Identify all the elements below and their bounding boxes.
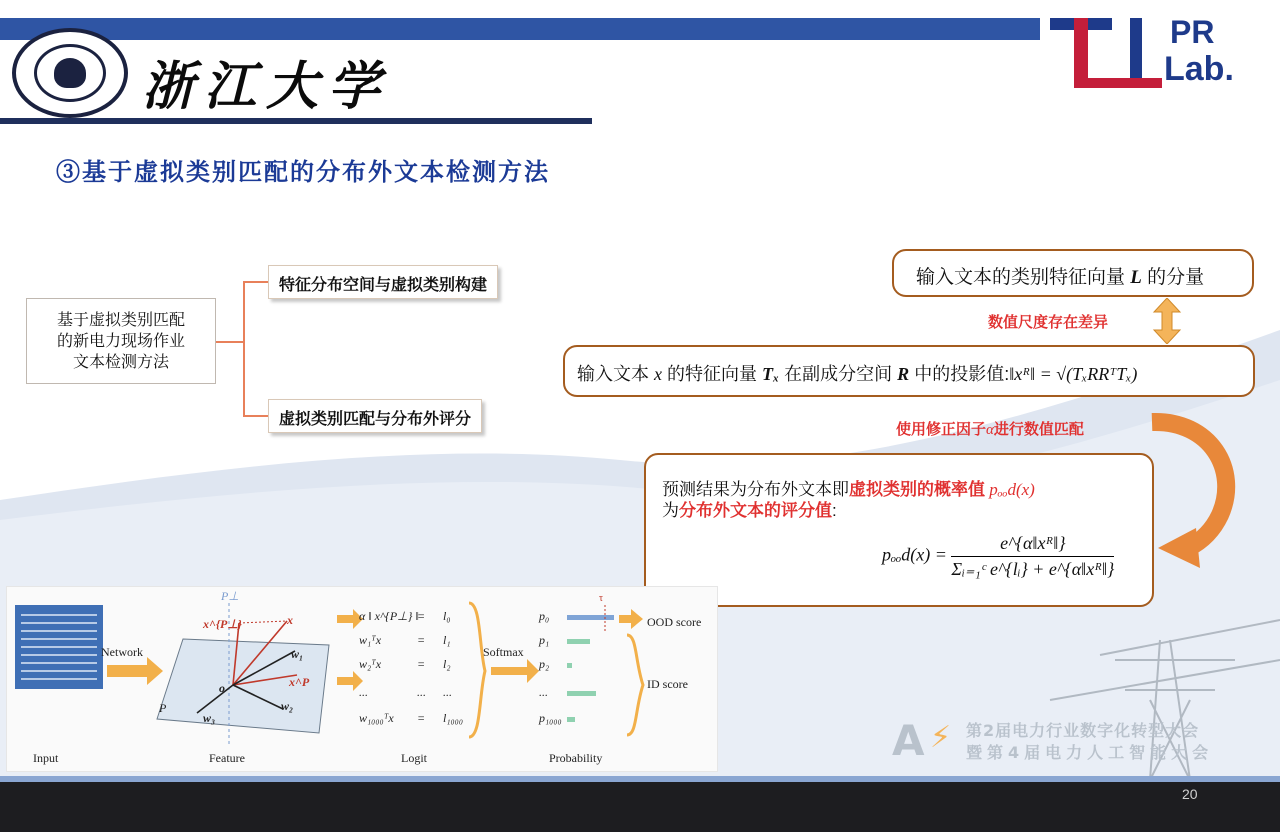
root-line: 文本检测方法	[72, 352, 169, 371]
ood-text: 预测结果为分布外文本即	[662, 480, 849, 499]
logit-brace	[469, 603, 485, 737]
logit-value: l₀	[443, 609, 451, 623]
logit-expression: w₁₀₀₀ᵀx	[359, 711, 394, 725]
curved-arrow-icon	[1150, 410, 1240, 570]
ood-text: :	[832, 501, 837, 520]
probability-label: p₁₀₀₀	[539, 711, 562, 725]
label-x-p-perp: x^{P⊥}	[203, 617, 242, 631]
ood-score-box	[644, 453, 1154, 607]
seal-emblem-icon	[54, 58, 86, 88]
category-vector-box	[892, 249, 1254, 297]
university-name: 浙江大学	[142, 56, 391, 117]
logit-equals: =	[417, 711, 426, 725]
root-line: 基于虚拟类别匹配	[56, 310, 185, 329]
note-text: 使用修正因子	[896, 421, 987, 438]
label-origin: o	[219, 681, 225, 695]
label-w2: w₂	[281, 699, 294, 713]
mid-box-text: 在副成分空间	[779, 364, 898, 384]
label-w3: w₃	[203, 711, 216, 725]
projection-dash	[239, 621, 287, 623]
mid-box-text: 中的投影值:	[909, 364, 1010, 384]
mindmap-connector	[243, 281, 268, 283]
slide-title: ③基于虚拟类别匹配的分布外文本检测方法	[56, 157, 550, 186]
formula-lhs: pₒₒd(x) =	[882, 544, 947, 565]
probability-label: p₁	[539, 633, 550, 647]
label-p-perp: P⊥	[221, 589, 239, 603]
logit-equals: ...	[417, 685, 426, 699]
mindmap-connector	[243, 281, 245, 417]
probability-bar	[567, 717, 575, 722]
logit-expression: w₁ᵀx	[359, 633, 382, 647]
network-figure	[6, 586, 718, 772]
note-alpha: α	[986, 422, 994, 438]
projection-formula: ‖xᴿ‖ = √(TₓRRᵀTₓ)	[1009, 364, 1138, 384]
id-brace	[627, 635, 643, 735]
pr-lab-logo	[1048, 16, 1268, 92]
conference-logo-icon: A	[892, 716, 925, 765]
label-id-score: ID score	[647, 677, 688, 691]
ood-line-2	[662, 500, 1152, 521]
label-logit: Logit	[401, 751, 427, 765]
label-x-p: x^P	[289, 675, 310, 689]
logit-equals: =	[417, 609, 426, 623]
university-seal-icon	[12, 28, 128, 118]
lightning-bolt-icon: ⚡	[930, 720, 952, 755]
ood-highlight: 虚拟类别的概率值	[849, 480, 985, 499]
lab-logo-lab: Lab.	[1164, 50, 1234, 88]
logit-value: l₂	[443, 657, 451, 671]
softmax-arrow-icon	[491, 659, 539, 683]
top-box-text: 的分量	[1141, 267, 1205, 288]
mindmap-connector	[243, 415, 268, 417]
probability-bar	[567, 663, 572, 668]
logit-value: ...	[443, 685, 452, 699]
logit-expression: ...	[359, 685, 368, 699]
ood-var: pₒₒd(x)	[985, 480, 1035, 499]
mid-box-var-x: x	[654, 364, 663, 384]
network-arrow-icon	[107, 657, 163, 685]
label-probability: Probability	[549, 751, 603, 765]
probability-bars	[567, 615, 614, 722]
top-box-text: 输入文本的类别特征向量	[916, 267, 1131, 288]
logit-expression: α ‖ x^{P⊥} ‖	[359, 609, 419, 623]
logit-equals: =	[417, 657, 426, 671]
mid-box-text: 输入文本	[577, 364, 655, 384]
mindmap-connector	[216, 341, 244, 343]
top-box-var: L	[1130, 267, 1142, 288]
logit-equals: =	[417, 633, 426, 647]
label-tau: τ	[599, 593, 604, 604]
projection-box	[563, 345, 1255, 397]
mindmap-branch-feature: 特征分布空间与虚拟类别构建	[268, 265, 498, 299]
probability-label: ...	[539, 685, 548, 699]
ood-line-1	[662, 479, 1152, 500]
logit-value: l₁	[443, 633, 451, 647]
label-softmax: Softmax	[483, 645, 524, 659]
formula-denominator: Σᵢ₌₁ᶜ e^{lᵢ} + e^{α‖xᴿ‖}	[951, 559, 1115, 579]
mid-box-var-r: R	[897, 364, 910, 384]
logit-value: l₁₀₀₀	[443, 711, 464, 725]
label-feature: Feature	[209, 751, 245, 765]
logit-expression: w₂ᵀx	[359, 657, 382, 671]
root-line: 的新电力现场作业	[56, 331, 185, 350]
ood-highlight: 分布外文本的评分值	[679, 501, 832, 520]
label-x: x	[287, 613, 293, 627]
lab-logo-shape	[1074, 78, 1162, 88]
probability-label: p₀	[539, 609, 550, 623]
label-plane-p: P	[159, 701, 167, 715]
mindmap-branch-matching: 虚拟类别匹配与分布外评分	[268, 399, 482, 433]
formula-fraction	[951, 533, 1114, 580]
page-number: 20	[1182, 786, 1198, 802]
label-network: Network	[101, 645, 143, 659]
alpha-matching-note	[896, 418, 1084, 439]
watermark-line-1: 第2届电力行业数字化转型大会	[966, 721, 1200, 740]
ood-formula	[882, 533, 1114, 580]
label-w1: w₁	[291, 647, 304, 661]
mindmap-root	[26, 298, 216, 384]
label-input: Input	[33, 751, 59, 765]
mid-box-text: 的特征向量	[662, 364, 763, 384]
footer-bar	[0, 782, 1280, 832]
ood-arrow-icon	[619, 609, 643, 629]
formula-numerator: e^{α‖xᴿ‖}	[951, 533, 1114, 557]
probability-bar	[567, 691, 596, 696]
scale-difference-note: 数值尺度存在差异	[988, 314, 1109, 331]
mid-box-var-t: Tₓ	[762, 364, 780, 384]
ood-text: 为	[662, 501, 679, 520]
label-ood-score: OOD score	[647, 615, 702, 629]
note-text: 进行数值匹配	[993, 421, 1084, 438]
watermark-line-2: 暨第4届电力人工智能大会	[966, 743, 1214, 762]
probability-bar	[567, 615, 614, 620]
lab-logo-pr: PR	[1170, 14, 1215, 50]
probability-label: p₂	[539, 657, 550, 671]
probability-bar	[567, 639, 590, 644]
double-arrow-icon	[1152, 298, 1182, 344]
